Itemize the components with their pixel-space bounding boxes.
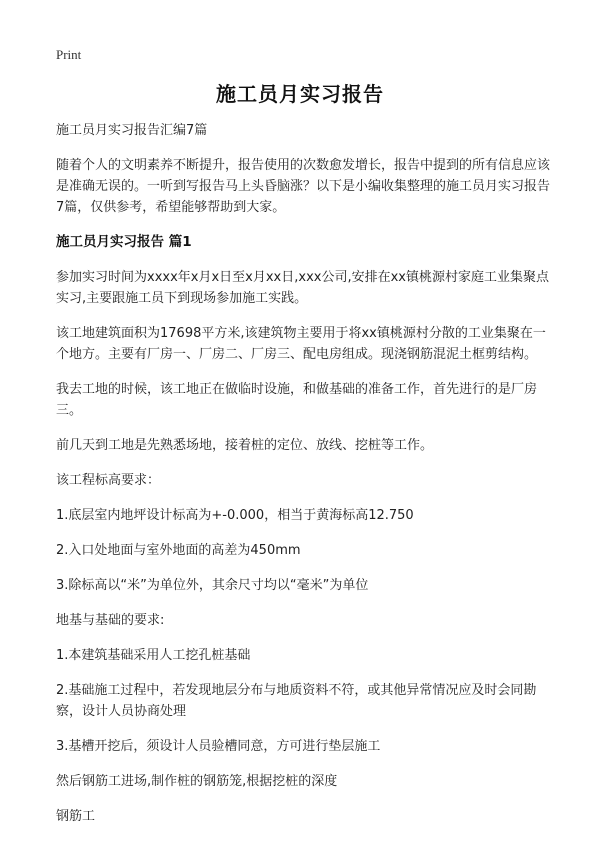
intro-paragraph: 随着个人的文明素养不断提升，报告使用的次数愈发增长，报告中提到的所有信息应该是准确无误的。一听到写报告马上头昏脑涨？以下是小编收集整理的施工员月实习报告7篇，仅供参考，希望能够帮助到大家。 xyxy=(56,158,551,215)
section-heading: 施工员月实习报告 篇1 xyxy=(56,234,192,250)
document-subtitle: 施工员月实习报告汇编7篇 xyxy=(56,123,208,138)
body-paragraph: 我去工地的时候，该工地正在做临时设施，和做基础的准备工作，首先进行的是厂房三。 xyxy=(56,382,538,418)
body-paragraph: 2.基础施工过程中，若发现地层分布与地质资料不符，或其他异常情况应及时会同勘察，设计人员协商处理 xyxy=(56,683,537,719)
print-link[interactable]: Print xyxy=(56,47,82,62)
body-paragraph: 该工程标高要求： xyxy=(56,473,161,488)
body-paragraph: 前几天到工地是先熟悉场地，接着桩的定位、放线、挖桩等工作。 xyxy=(56,438,434,453)
body-paragraph: 1.本建筑基础采用人工挖孔桩基础 xyxy=(56,648,251,663)
document-body xyxy=(56,120,556,841)
body-paragraph: 1.底层室内地坪设计标高为+-0.000，相当于黄海标高12.750 xyxy=(56,508,414,523)
body-paragraph: 该工地建筑面积为17698平方米,该建筑物主要用于将xx镇桃源村分散的工业集聚在一个地方。主要有厂房一、厂房二、厂房三、配电房组成。现浇钢筋混泥土框剪结构。 xyxy=(56,326,546,362)
body-paragraph: 2.入口处地面与室外地面的高差为450mm xyxy=(56,543,301,558)
body-paragraph: 地基与基础的要求: xyxy=(56,613,165,628)
body-paragraph: 3.除标高以“米”为单位外，其余尺寸均以“毫米”为单位 xyxy=(56,578,369,593)
body-paragraph: 然后钢筋工进场,制作桩的钢筋笼,根据挖桩的深度 xyxy=(56,774,338,789)
page-title: 施工员月实习报告 xyxy=(216,82,384,106)
body-paragraph: 3.基槽开挖后，须设计人员验槽同意，方可进行垫层施工 xyxy=(56,739,381,754)
body-paragraph: 钢筋工 xyxy=(56,809,96,824)
body-paragraph: 参加实习时间为xxxx年x月x日至x月xx日,xxx公司,安排在xx镇桃源村家庭工业集聚点实习,主要跟施工员下到现场参加施工实践。 xyxy=(56,270,549,306)
